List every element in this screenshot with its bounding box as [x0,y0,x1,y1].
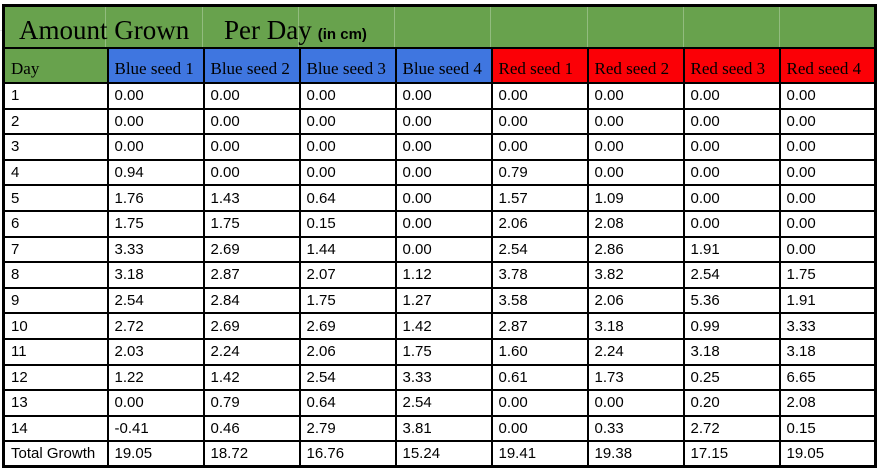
value-cell[interactable]: 0.00 [204,160,300,186]
value-cell[interactable]: 0.00 [204,83,300,109]
value-cell[interactable]: 0.64 [300,390,396,416]
value-cell[interactable]: 1.75 [108,211,204,237]
value-cell[interactable]: 0.00 [396,134,492,160]
value-cell[interactable]: 2.03 [108,339,204,365]
value-cell[interactable]: 19.38 [588,441,684,467]
value-cell[interactable]: 0.00 [684,211,780,237]
value-cell[interactable]: 3.18 [588,313,684,339]
value-cell[interactable]: 2.69 [300,313,396,339]
value-cell[interactable]: 1.75 [780,262,876,288]
value-cell[interactable]: 1.12 [396,262,492,288]
day-cell[interactable]: 7 [4,237,108,263]
value-cell[interactable]: 1.42 [204,365,300,391]
value-cell[interactable]: 1.43 [204,185,300,211]
table-row [4,365,876,391]
value-cell[interactable]: 2.24 [204,339,300,365]
value-cell[interactable]: 0.00 [780,109,876,135]
title-text-2: Per Day [224,15,312,45]
value-cell[interactable]: 0.00 [396,237,492,263]
value-cell[interactable]: 19.05 [108,441,204,467]
value-cell[interactable]: 5.36 [684,288,780,314]
day-cell[interactable]: 3 [4,134,108,160]
value-cell[interactable]: 2.69 [204,237,300,263]
value-cell[interactable]: 2.06 [300,339,396,365]
table-body [4,83,876,467]
table-row [4,390,876,416]
value-cell[interactable]: 3.33 [108,237,204,263]
value-cell[interactable]: 1.75 [300,288,396,314]
value-cell[interactable]: 0.00 [204,109,300,135]
value-cell[interactable]: 0.15 [780,416,876,442]
value-cell[interactable]: 3.58 [492,288,588,314]
value-cell[interactable]: 2.72 [684,416,780,442]
column-header-blue-seed-4[interactable]: Blue seed 4 [396,48,492,83]
column-header-red-seed-2[interactable]: Red seed 2 [588,48,684,83]
value-cell[interactable]: 2.54 [300,365,396,391]
value-cell[interactable]: 2.72 [108,313,204,339]
value-cell[interactable]: 18.72 [204,441,300,467]
value-cell[interactable]: 0.94 [108,160,204,186]
table-title-cell[interactable] [4,6,876,49]
day-cell[interactable]: 2 [4,109,108,135]
value-cell[interactable]: 0.00 [396,83,492,109]
value-cell[interactable]: 3.81 [396,416,492,442]
day-cell[interactable]: 11 [4,339,108,365]
value-cell[interactable]: 0.00 [300,160,396,186]
table-row [4,211,876,237]
column-header-blue-seed-2[interactable]: Blue seed 2 [204,48,300,83]
value-cell[interactable]: 0.00 [300,83,396,109]
title-text-1: Amount Grown [19,15,190,45]
day-cell[interactable]: 6 [4,211,108,237]
table-row [4,83,876,109]
column-header-red-seed-1[interactable]: Red seed 1 [492,48,588,83]
value-cell[interactable]: 2.86 [588,237,684,263]
value-cell[interactable]: 3.18 [684,339,780,365]
value-cell[interactable]: 0.00 [492,134,588,160]
value-cell[interactable]: 0.00 [588,160,684,186]
value-cell[interactable]: 0.00 [396,211,492,237]
value-cell[interactable]: 1.91 [780,288,876,314]
value-cell[interactable]: 0.20 [684,390,780,416]
value-cell[interactable]: 3.82 [588,262,684,288]
value-cell[interactable]: 0.00 [108,134,204,160]
value-cell[interactable]: 0.00 [684,185,780,211]
value-cell[interactable]: 0.00 [300,109,396,135]
table-row [4,109,876,135]
value-cell[interactable]: 2.54 [492,237,588,263]
value-cell[interactable]: 2.87 [204,262,300,288]
value-cell[interactable]: 1.27 [396,288,492,314]
value-cell[interactable]: 2.87 [492,313,588,339]
value-cell[interactable]: 0.00 [492,109,588,135]
value-cell[interactable]: 1.75 [204,211,300,237]
value-cell[interactable]: 0.00 [492,416,588,442]
column-header-blue-seed-3[interactable]: Blue seed 3 [300,48,396,83]
value-cell[interactable]: 0.00 [684,83,780,109]
value-cell[interactable]: 0.00 [684,134,780,160]
table-row [4,237,876,263]
value-cell[interactable]: 0.00 [780,160,876,186]
value-cell[interactable]: 16.76 [300,441,396,467]
title-unit: (in cm) [317,26,367,43]
total-label-cell[interactable]: Total Growth [4,441,108,467]
table-row [4,339,876,365]
value-cell[interactable]: 0.00 [780,134,876,160]
value-cell[interactable]: 15.24 [396,441,492,467]
day-cell[interactable]: 1 [4,83,108,109]
column-header-blue-seed-1[interactable]: Blue seed 1 [108,48,204,83]
column-header-red-seed-4[interactable]: Red seed 4 [780,48,876,83]
value-cell[interactable]: 2.84 [204,288,300,314]
value-cell[interactable]: 2.79 [300,416,396,442]
value-cell[interactable]: 2.69 [204,313,300,339]
value-cell[interactable]: 1.76 [108,185,204,211]
value-cell[interactable]: 0.61 [492,365,588,391]
value-cell[interactable]: 3.33 [780,313,876,339]
value-cell[interactable]: 0.00 [684,160,780,186]
value-cell[interactable]: 0.33 [588,416,684,442]
total-row [4,441,876,467]
value-cell[interactable]: 0.99 [684,313,780,339]
value-cell[interactable]: 0.25 [684,365,780,391]
value-cell[interactable]: 2.08 [588,211,684,237]
column-header-day[interactable]: Day [4,48,108,83]
value-cell[interactable]: 0.00 [492,83,588,109]
value-cell[interactable]: 2.07 [300,262,396,288]
value-cell[interactable]: 0.00 [780,185,876,211]
table-row [4,185,876,211]
day-cell[interactable]: 8 [4,262,108,288]
value-cell[interactable]: 1.42 [396,313,492,339]
value-cell[interactable]: 3.78 [492,262,588,288]
value-cell[interactable]: 1.57 [492,185,588,211]
value-cell[interactable]: 1.75 [396,339,492,365]
day-cell[interactable]: 13 [4,390,108,416]
value-cell[interactable]: 0.00 [684,109,780,135]
value-cell[interactable]: 0.00 [588,109,684,135]
value-cell[interactable]: 0.00 [780,237,876,263]
value-cell[interactable]: 2.08 [780,390,876,416]
value-cell[interactable]: 2.06 [492,211,588,237]
value-cell[interactable]: 1.91 [684,237,780,263]
day-cell[interactable]: 10 [4,313,108,339]
value-cell[interactable]: 0.00 [492,390,588,416]
value-cell[interactable]: -0.41 [108,416,204,442]
table-row [4,288,876,314]
value-cell[interactable]: 1.73 [588,365,684,391]
value-cell[interactable]: 0.00 [396,185,492,211]
table-title [11,7,874,47]
value-cell[interactable]: 3.18 [108,262,204,288]
value-cell[interactable]: 2.24 [588,339,684,365]
table-row [4,416,876,442]
value-cell[interactable]: 1.22 [108,365,204,391]
column-header-red-seed-3[interactable]: Red seed 3 [684,48,780,83]
table-row [4,262,876,288]
value-cell[interactable]: 0.00 [780,211,876,237]
value-cell[interactable]: 1.44 [300,237,396,263]
value-cell[interactable]: 0.00 [588,134,684,160]
day-cell[interactable]: 4 [4,160,108,186]
value-cell[interactable]: 17.15 [684,441,780,467]
title-row [4,6,876,49]
value-cell[interactable]: 0.00 [108,109,204,135]
value-cell[interactable]: 2.54 [396,390,492,416]
value-cell[interactable]: 0.00 [588,83,684,109]
value-cell[interactable]: 0.00 [588,390,684,416]
value-cell[interactable]: 0.00 [396,160,492,186]
value-cell[interactable]: 3.33 [396,365,492,391]
value-cell[interactable]: 0.64 [300,185,396,211]
value-cell[interactable]: 1.09 [588,185,684,211]
value-cell[interactable]: 3.18 [780,339,876,365]
value-cell[interactable]: 6.65 [780,365,876,391]
day-cell[interactable]: 12 [4,365,108,391]
value-cell[interactable]: 1.60 [492,339,588,365]
value-cell[interactable]: 0.00 [108,83,204,109]
value-cell[interactable]: 0.46 [204,416,300,442]
value-cell[interactable]: 0.79 [204,390,300,416]
value-cell[interactable]: 2.54 [108,288,204,314]
day-cell[interactable]: 5 [4,185,108,211]
table-row [4,134,876,160]
value-cell[interactable]: 0.79 [492,160,588,186]
value-cell[interactable]: 0.00 [780,83,876,109]
value-cell[interactable]: 0.00 [204,134,300,160]
value-cell[interactable]: 0.00 [300,134,396,160]
value-cell[interactable]: 19.41 [492,441,588,467]
day-cell[interactable]: 14 [4,416,108,442]
value-cell[interactable]: 0.00 [108,390,204,416]
header-row [4,48,876,83]
table-row [4,160,876,186]
table-row [4,313,876,339]
day-cell[interactable]: 9 [4,288,108,314]
value-cell[interactable]: 0.00 [396,109,492,135]
value-cell[interactable]: 0.15 [300,211,396,237]
value-cell[interactable]: 2.54 [684,262,780,288]
growth-table [2,4,877,468]
value-cell[interactable]: 19.05 [780,441,876,467]
value-cell[interactable]: 2.06 [588,288,684,314]
